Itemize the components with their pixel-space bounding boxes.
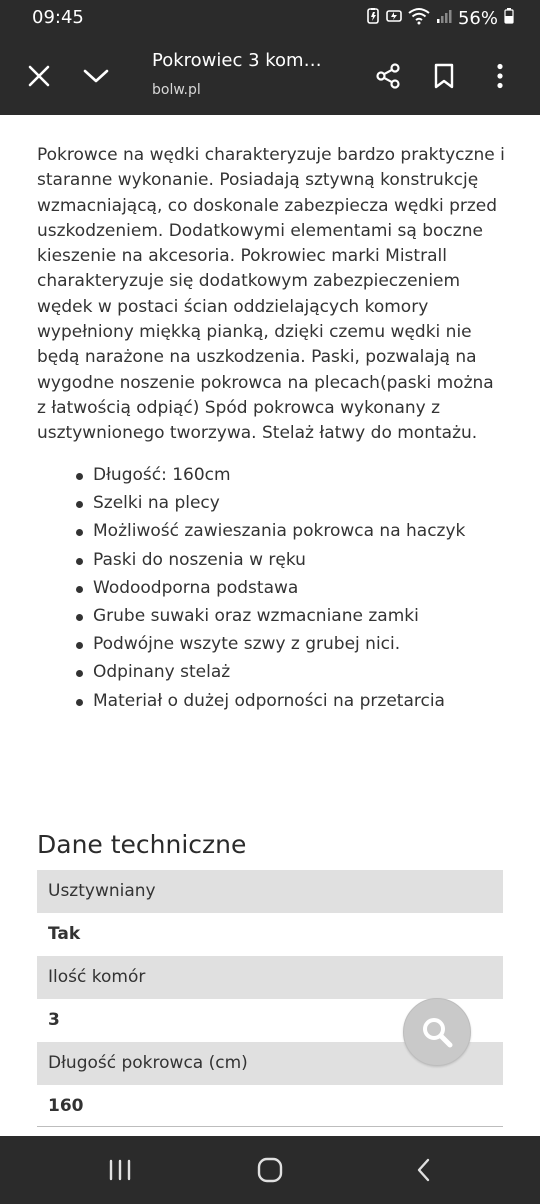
- spec-value: Tak: [37, 913, 503, 956]
- status-bar: [0, 0, 540, 36]
- system-nav-bar: [0, 1136, 540, 1204]
- feature-item: Długość: 160cm: [75, 461, 515, 489]
- feature-item: Materiał o dużej odporności na przetarcia: [75, 687, 515, 715]
- more-options-button[interactable]: [480, 56, 520, 96]
- spec-value: 160: [37, 1085, 503, 1128]
- close-icon: [27, 64, 51, 88]
- feature-item: Paski do noszenia w ręku: [75, 546, 515, 574]
- feature-item: Szelki na plecy: [75, 489, 515, 517]
- spec-label: Usztywniany: [37, 870, 503, 913]
- back-button[interactable]: [404, 1154, 444, 1186]
- page-url[interactable]: bolw.pl: [152, 82, 201, 98]
- feature-item: Odpinany stelaż: [75, 658, 515, 686]
- search-button[interactable]: [403, 998, 471, 1066]
- feature-item: Podwójne wszyte szwy z grubej nici.: [75, 630, 515, 658]
- feature-item: Grube suwaki oraz wzmacniane zamki: [75, 602, 515, 630]
- minimize-button[interactable]: [76, 56, 116, 96]
- wifi-icon: [408, 7, 430, 30]
- feature-item: Możliwość zawieszania pokrowca na haczyk: [75, 517, 515, 545]
- share-icon: [374, 62, 402, 90]
- battery-icon: [504, 8, 514, 29]
- share-button[interactable]: [368, 56, 408, 96]
- chevron-down-icon: [82, 66, 110, 86]
- battery-percent: 56%: [457, 8, 498, 29]
- signal-icon: [436, 8, 452, 29]
- specs-heading: Dane techniczne: [37, 830, 247, 859]
- status-time: 09:45: [32, 7, 84, 28]
- charging-icon: [386, 8, 402, 29]
- spec-value: 3: [37, 999, 503, 1042]
- bookmark-icon: [433, 63, 455, 89]
- web-content[interactable]: [0, 115, 540, 1136]
- home-button[interactable]: [250, 1154, 290, 1186]
- product-description: Pokrowce na wędki charakteryzuje bardzo praktyczne i staranne wykonanie. Posiadają sztywną konstrukcję wzmacniającą, co doskonale zabezpiecza wędki przed uszkodzeniem. Dodatkowymi elementami są boczne kieszenie na akcesoria. Pokrowiec marki Mistrall charakteryzuje się dodatkowym zabezpieczeniem wędek w postaci ścian oddzielających komory wypełniony miękką pianką, dzięki czemu wędki nie będą narażone na uszkodzenia. Paski, pozwalają na wygodne noszenie pokrowca na plecach(paski można z łatwością odpiąć) Spód pokrowca wykonany z usztywnionego tworzywa. Stelaż łatwy do montażu.: [37, 145, 505, 444]
- close-button[interactable]: [19, 56, 59, 96]
- spec-label: Długość pokrowca (cm): [37, 1042, 503, 1085]
- feature-item: Wodoodporna podstawa: [75, 574, 515, 602]
- recents-button[interactable]: [100, 1154, 140, 1186]
- page-title[interactable]: Pokrowiec 3 kom…: [152, 50, 322, 71]
- feature-list: [75, 461, 515, 715]
- home-icon: [257, 1157, 283, 1183]
- spec-label: Ilość komór: [37, 956, 503, 999]
- more-vert-icon: [496, 63, 504, 89]
- bookmark-button[interactable]: [424, 56, 464, 96]
- battery-saver-icon: [366, 8, 380, 29]
- search-icon: [420, 1015, 454, 1049]
- back-icon: [416, 1158, 432, 1182]
- custom-tab-toolbar: [0, 36, 540, 115]
- recents-icon: [108, 1159, 132, 1181]
- status-icons: [366, 7, 514, 30]
- table-divider: [37, 1126, 503, 1127]
